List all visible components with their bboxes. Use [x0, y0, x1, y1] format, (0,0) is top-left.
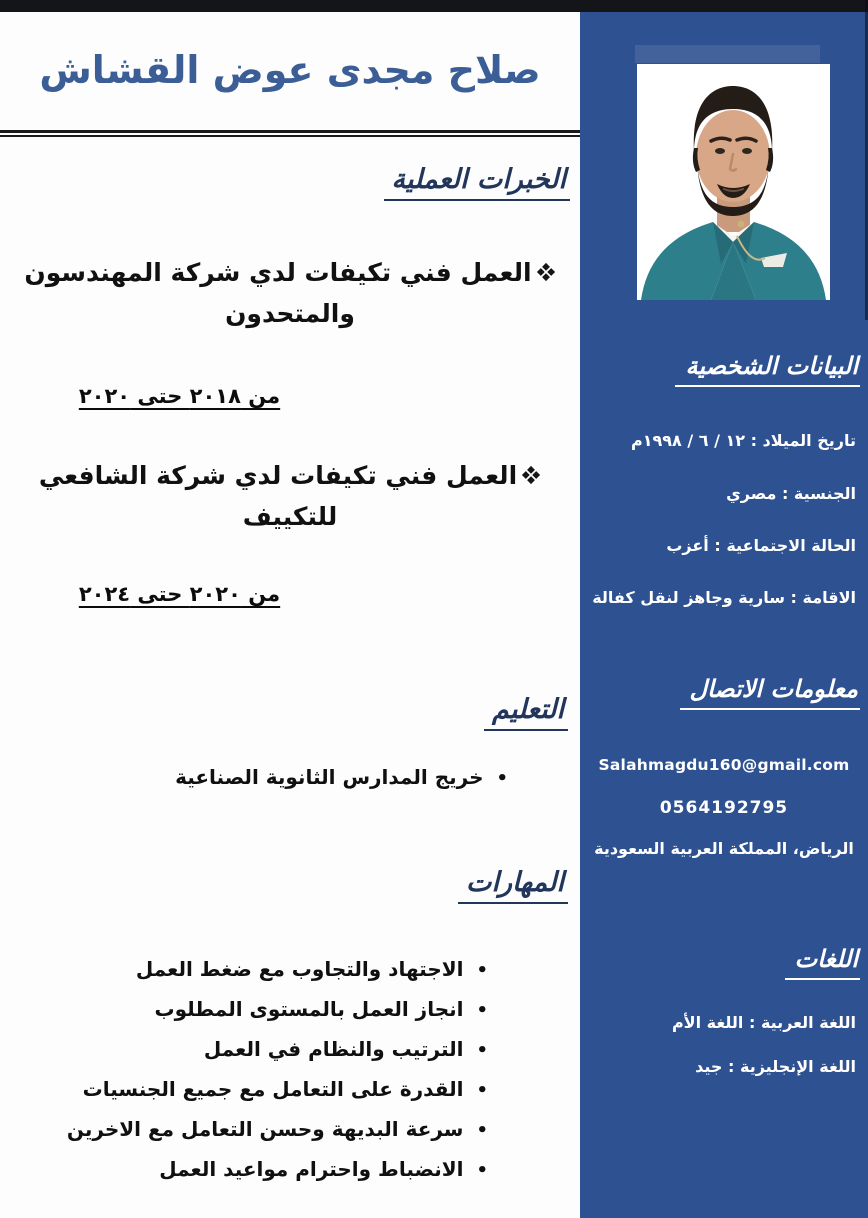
- sidebar: [580, 12, 868, 1218]
- language-row-arabic: اللغة العربية : اللغة الأم: [671, 1013, 856, 1032]
- section-heading-education: [0, 694, 580, 731]
- top-border-bar: [0, 0, 868, 12]
- list-item: • سرعة البديهة وحسن التعامل مع الاخرين: [0, 1110, 488, 1150]
- personal-row-birthdate: تاريخ الميلاد : ١٢ / ٦ / ١٩٩٨م: [630, 431, 856, 450]
- main-column: [0, 12, 580, 1218]
- personal-row-nationality: الجنسية : مصري: [726, 484, 856, 503]
- experience-item: [0, 252, 580, 334]
- sidebar-heading-contact-label: معلومات الاتصال: [680, 675, 861, 710]
- personal-row-residency: الاقامة : سارية وجاهز لنقل كفالة: [592, 588, 856, 607]
- experience-item-text: العمل فني تكيفات لدي شركة الشافعي للتكييف: [38, 461, 518, 531]
- experience-period: من ٢٠١٨ حتى ٢٠٢٠: [78, 384, 281, 408]
- portrait-photo: [637, 64, 830, 300]
- experience-item-text: العمل فني تكيفات لدي شركة المهندسون والمتحدون: [24, 258, 532, 328]
- sidebar-heading-languages-label: اللغات: [785, 945, 860, 980]
- section-heading-skills-label: المهارات: [458, 867, 568, 904]
- section-heading-experience: [0, 164, 580, 201]
- experience-period: من ٢٠٢٠ حتى ٢٠٢٤: [78, 582, 281, 606]
- list-item: • القدرة على التعامل مع جميع الجنسيات: [0, 1070, 488, 1110]
- sidebar-heading-personal-label: البيانات الشخصية: [675, 352, 860, 387]
- four-diamond-bullet-icon: [536, 253, 556, 273]
- list-item: • الانضباط واحترام مواعيد العمل: [0, 1150, 488, 1190]
- four-diamond-bullet-icon: [521, 456, 541, 476]
- sidebar-heading-languages: [580, 945, 868, 980]
- section-heading-experience-label: الخبرات العملية: [384, 164, 570, 201]
- personal-row-marital-status: الحالة الاجتماعية : أعزب: [666, 536, 856, 555]
- contact-phone: 0564192795: [659, 798, 789, 818]
- list-item: • الترتيب والنظام في العمل: [0, 1030, 488, 1070]
- list-item: • انجاز العمل بالمستوى المطلوب: [0, 990, 488, 1030]
- list-item: • الاجتهاد والتجاوب مع ضغط العمل: [0, 950, 488, 990]
- sidebar-heading-personal: [580, 352, 868, 387]
- list-item: • خريج المدارس الثانوية الصناعية: [0, 762, 508, 794]
- section-heading-skills: [0, 867, 580, 904]
- education-list: [0, 762, 580, 794]
- sidebar-heading-contact: [580, 675, 868, 710]
- name-double-rule: [0, 130, 580, 137]
- contact-address: الرياض، المملكة العربية السعودية: [594, 839, 854, 858]
- section-heading-education-label: التعليم: [484, 694, 568, 731]
- contact-email: Salahmagdu160@gmail.com: [598, 756, 850, 774]
- experience-item: [0, 455, 580, 537]
- page-title-name: صلاح مجدى عوض القشاش: [39, 48, 541, 92]
- photo-shadow: [635, 45, 820, 63]
- language-row-english: اللغة الإنجليزية : جيد: [695, 1057, 856, 1076]
- skills-list: [0, 950, 580, 1190]
